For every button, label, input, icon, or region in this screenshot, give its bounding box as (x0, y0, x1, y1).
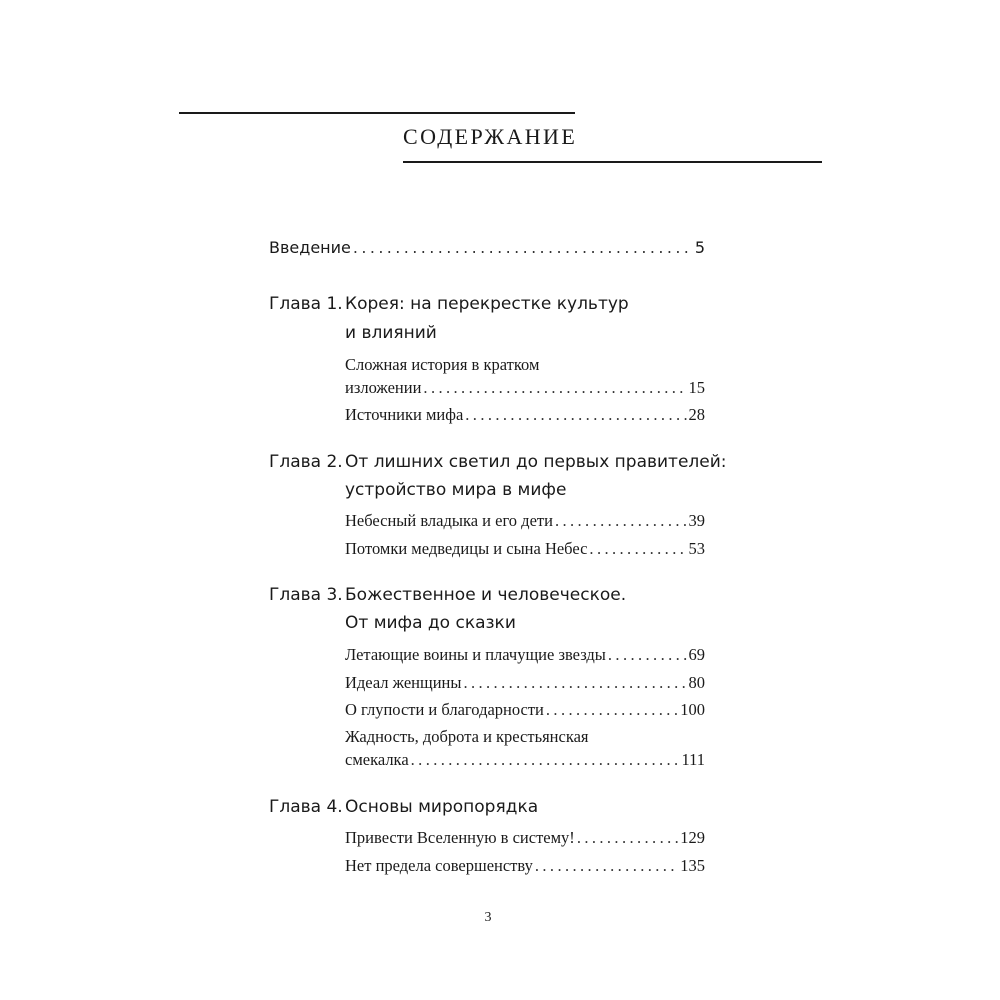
toc-entry-intro[interactable] (269, 238, 705, 257)
toc-entry-title: Нет предела совершенству (345, 856, 533, 875)
toc-entry-page: 100 (680, 700, 705, 719)
chapter-label: Глава 4. (269, 797, 343, 817)
top-rule (179, 112, 575, 114)
toc-entry[interactable] (345, 700, 705, 720)
toc-entry[interactable] (345, 750, 705, 770)
toc-entry-page: 111 (681, 750, 705, 769)
toc-entry[interactable] (345, 511, 705, 531)
toc-entry-page: 135 (680, 856, 705, 875)
chapter-label: Глава 1. (269, 294, 343, 314)
chapter-title: Божественное и человеческое. (345, 585, 627, 605)
toc-entry-page: 5 (694, 238, 705, 257)
chapter-2-title-line2: устройство мира в мифе (345, 480, 567, 500)
leader-dots (555, 511, 687, 531)
toc-entry-title: Привести Вселенную в систему! (345, 828, 575, 847)
toc-entry-title: Введение (269, 238, 351, 257)
page-number: 3 (484, 910, 492, 925)
toc-entry[interactable] (345, 378, 705, 398)
toc-entry[interactable] (345, 405, 705, 425)
toc-entry-title: Источники мифа (345, 405, 464, 424)
chapter-label: Глава 3. (269, 585, 343, 605)
chapter-title: От лишних светил до первых правителей: (345, 452, 727, 472)
leader-dots (353, 238, 693, 257)
chapter-3-heading[interactable] (269, 585, 626, 605)
chapter-1-heading[interactable] (269, 294, 629, 314)
chapter-label: Глава 2. (269, 452, 343, 472)
toc-entry-title: Идеал женщины (345, 673, 462, 692)
toc-entry[interactable] (345, 539, 705, 559)
page-title: СОДЕРЖАНИЕ (403, 124, 578, 149)
toc-entry-line1: Жадность, доброта и крестьянская (345, 727, 589, 746)
toc-entry-page: 69 (688, 645, 705, 664)
toc-entry-line1: Сложная история в кратком (345, 355, 540, 374)
toc-entry-page: 53 (688, 539, 705, 558)
leader-dots (411, 750, 680, 770)
chapter-title: Основы миропорядка (345, 797, 539, 817)
leader-dots (589, 539, 686, 559)
leader-dots (465, 405, 686, 425)
chapter-2-heading[interactable] (269, 452, 727, 472)
chapter-3-title-line2: От мифа до сказки (345, 613, 516, 633)
toc-entry-page: 15 (688, 378, 705, 397)
leader-dots (577, 828, 678, 848)
toc-entry-title: Летающие воины и плачущие звезды (345, 645, 606, 664)
leader-dots (463, 673, 686, 693)
toc-entry-page: 39 (688, 511, 705, 530)
toc-entry-page: 28 (688, 405, 705, 424)
leader-dots (423, 378, 686, 398)
toc-entry[interactable] (345, 673, 705, 693)
toc-entry[interactable] (345, 828, 705, 848)
toc-entry[interactable] (345, 856, 705, 876)
leader-dots (535, 856, 678, 876)
leader-dots (608, 645, 687, 665)
toc-entry-title: смекалка (345, 750, 409, 769)
leader-dots (546, 700, 678, 720)
bottom-rule (403, 161, 822, 163)
toc-entry-title: Небесный владыка и его дети (345, 511, 553, 530)
toc-entry-page: 129 (680, 828, 705, 847)
toc-entry[interactable] (345, 645, 705, 665)
toc-entry-title: О глупости и благодарности (345, 700, 544, 719)
toc-entry-page: 80 (688, 673, 705, 692)
chapter-1-title-line2: и влияний (345, 323, 437, 343)
toc-entry-title: изложении (345, 378, 422, 397)
chapter-4-heading[interactable] (269, 797, 538, 817)
chapter-title: Корея: на перекрестке культур (345, 294, 629, 314)
toc-entry-title: Потомки медведицы и сына Небес (345, 539, 588, 558)
